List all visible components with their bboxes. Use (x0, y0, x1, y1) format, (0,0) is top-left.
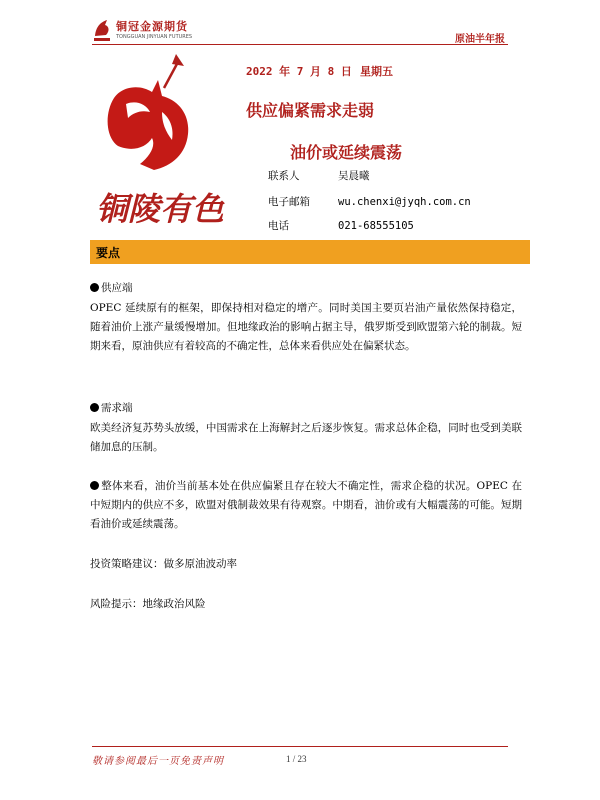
risk-line: 风险提示：地缘政治风险 (90, 598, 206, 610)
key-points-title: 要点 (96, 246, 121, 260)
overall-paragraph (90, 477, 522, 534)
bullet-dot-icon (90, 481, 99, 490)
page-number: 1 / 23 (286, 754, 307, 764)
footer-disclaimer: 敬请参阅最后一页免责声明 (92, 756, 224, 767)
contact-phone-value: 021-68555105 (338, 220, 414, 232)
company-name-en: TONGGUAN JINYUAN FUTURES (116, 34, 193, 40)
contact-email-row (268, 194, 471, 209)
contact-email-value[interactable]: wu.chenxi@jyqh.com.cn (338, 196, 471, 208)
demand-paragraph: 欧美经济复苏势头放缓，中国需求在上海解封之后逐步恢复。需求总体企稳，同时也受到美联储加息的压制。 (90, 422, 522, 453)
supply-heading-text: 供应端 (101, 282, 133, 294)
report-title-line2: 油价或延续震荡 (290, 143, 403, 162)
overall-paragraph-text: 整体来看，油价当前基本处在供应偏紧且存在较大不确定性，需求企稳的状况。OPEC 在中短期内的供应不多，欧盟对俄制裁效果有待观察。中期看，油价或有大幅震荡的可能。短期看油价或延续震荡。 (90, 480, 522, 530)
bullet-dot-icon (90, 283, 99, 292)
contact-phone-row (268, 218, 414, 233)
company-name-cn: 铜冠金源期货 (116, 20, 188, 33)
demand-heading (90, 400, 133, 415)
report-title-line1: 供应偏紧需求走弱 (246, 101, 375, 120)
contact-person-value: 吴晨曦 (338, 170, 370, 182)
contact-person-row (268, 168, 370, 183)
footer-divider (92, 746, 508, 747)
report-type: 原油半年报 (455, 34, 505, 45)
header-logo (92, 16, 212, 46)
report-date: 2022 年 7 月 8 日 (246, 65, 352, 78)
bullet-dot-icon (90, 403, 99, 412)
header-divider (92, 44, 508, 45)
demand-heading-text: 需求端 (101, 402, 133, 414)
logo-brush-lettering: 铜陵有色 (96, 190, 225, 228)
company-mark-icon (92, 16, 112, 44)
tongling-logo-image (92, 52, 242, 234)
contact-person-label: 联系人 (268, 170, 300, 182)
contact-email-label: 电子邮箱 (268, 196, 310, 208)
supply-paragraph: OPEC 延续原有的框架，即保持相对稳定的增产。同时美国主要页岩油产量依然保持稳定，随着油价上涨产量缓慢增加。但地缘政治的影响占据主导，俄罗斯受到欧盟第六轮的制裁。短期来看，原油供应有着较高的不确定性，总体来看供应处在偏紧状态。 (90, 302, 522, 352)
key-points-section-bar (90, 240, 530, 264)
strategy-line: 投资策略建议：做多原油波动率 (90, 558, 237, 570)
supply-heading (90, 280, 133, 295)
contact-phone-label: 电话 (268, 220, 289, 232)
report-weekday: 星期五 (360, 65, 393, 78)
